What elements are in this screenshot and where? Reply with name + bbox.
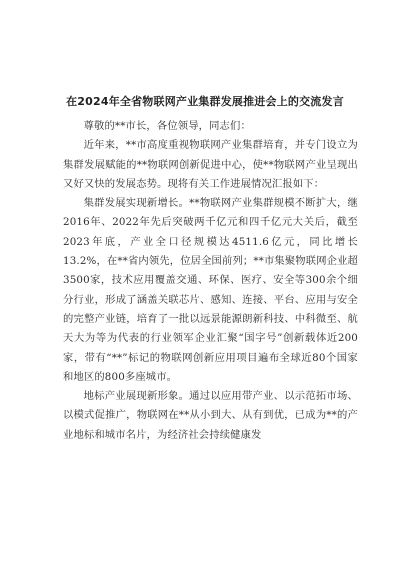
document-body bbox=[63, 117, 358, 445]
paragraph-landmark-industry: 地标产业展现新形象。通过以应用带产业、以示范拓市场、以模式促推广，物联网在**从小到大、从有到优，已成为**的产业地标和城市名片，为经济社会持续健康发 bbox=[63, 390, 358, 441]
salutation: 尊敬的**市长，各位领导，同志们： bbox=[83, 120, 251, 132]
paragraph-cluster-growth: 集群发展实现新增长。**物联网产业集群规模不断扩大，继2016年、2022年先后突破两千亿元和四千亿元大关后，截至2023年底，产业全口径规模达4511.6亿元，同比增长13.2%，在**省内领先，位居全国前列；**市集聚物联网企业超3500家，技术应用覆盖交通、环保、医疗、安全等300余个细分行业，形成了涵盖关联芯片、感知、连接、平台、应用与安全的完整产业链，培育了一批以远景能源朗新科技、中科微至、航天大为等为代表的行业领军企业汇聚“国字号”创新载体近200家，带有“**”标记的物联网创新应用项目遍布全球近80个国家和地区的800多座城市。 bbox=[63, 197, 358, 383]
paragraph-intro: 近年来，**市高度重视物联网产业集群培育，并专门设立为集群发展赋能的**物联网创新促进中心，使**物联网产业呈现出又好又快的发展态势。现将有关工作进展情况汇报如下： bbox=[63, 139, 358, 190]
document-title: 在2024年全省物联网产业集群发展推进会上的交流发言 bbox=[66, 95, 344, 108]
